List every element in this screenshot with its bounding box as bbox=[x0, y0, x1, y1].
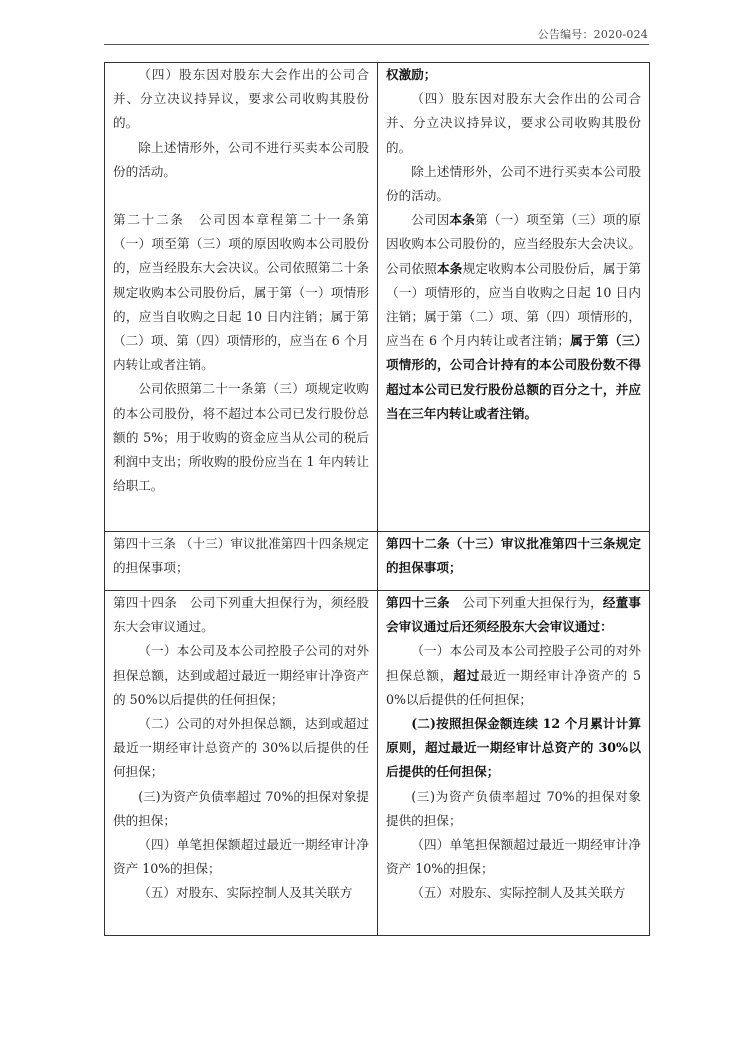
clause-text: 第四十四条 公司下列重大担保行为，须经股东大会审议通过。 bbox=[113, 595, 369, 635]
clause-text: （四）股东因对股东大会作出的公司合并、分立决议持异议，要求公司收购其股份的。 bbox=[113, 67, 369, 131]
clause-text-bold: 本条 bbox=[437, 260, 463, 276]
clause-text: 规定收购本公司股份后，属于第（一）项情形的，应当自收购之日起 10 日内注销；属于第（二）项、第（四）项情形的，应当在 6 个月内转让或者注销； bbox=[386, 260, 642, 349]
clause-text: （四）单笔担保额超过最近一期经审计净资产 10%的担保； bbox=[386, 837, 641, 877]
paragraph-gap bbox=[113, 184, 369, 208]
clause-text-bold: 超过 bbox=[453, 667, 481, 683]
clause-text: 最近一期经审计净资产的 50%以后提供的任何担保； bbox=[386, 667, 642, 707]
header-divider bbox=[104, 44, 649, 45]
clause-text: 除上述情形外，公司不进行买卖本公司股份的活动。 bbox=[386, 163, 641, 204]
clause-text: 公司下列重大担保行为， bbox=[449, 595, 603, 610]
clause-text: 公司因 bbox=[411, 212, 450, 228]
clause-text: （五）对股东、实际控制人及其关联方 bbox=[138, 885, 353, 901]
table-row bbox=[105, 591, 650, 936]
clause-text: 公司依照第二十一条第（三）项规定收购的本公司股份，将不超过本公司已发行股份总额的 5%；用于收购的资金应当从公司的税后利润中支出；所收购的股份应当在 1 年内转让给职工。 bbox=[113, 381, 369, 494]
clause-text-bold: 第四十二条（十三）审议批准第四十三条规定的担保事项； bbox=[386, 536, 641, 576]
comparison-table bbox=[104, 62, 650, 936]
revised-clause-cell bbox=[378, 532, 650, 591]
clause-text-bold: 第四十三条 bbox=[386, 595, 450, 610]
clause-text-bold: 经董事会审议通过后还须经股东大会审议通过： bbox=[386, 595, 642, 635]
clause-paragraph bbox=[386, 591, 641, 639]
table-row bbox=[105, 63, 650, 532]
clause-text: （五）对股东、实际控制人及其关联方 bbox=[411, 885, 626, 901]
clause-paragraph bbox=[386, 208, 641, 426]
clause-text: 除上述情形外，公司不进行买卖本公司股份的活动。 bbox=[113, 139, 369, 179]
table-row bbox=[105, 532, 650, 591]
clause-text-bold: (二)按照担保金额连续 12 个月累计计算原则，超过最近一期经审计总资产的 30%以后提供的任何担保； bbox=[386, 716, 641, 780]
revised-clause-cell bbox=[378, 63, 650, 532]
original-clause-cell bbox=[105, 591, 378, 936]
clause-text: (三)为资产负债率超过 70%的担保对象提供的担保； bbox=[113, 788, 369, 828]
clause-text: (三)为资产负债率超过 70%的担保对象提供的担保； bbox=[386, 788, 641, 828]
notice-number: 公告编号：2020-024 bbox=[537, 28, 648, 41]
clause-text-bold: 属于第（三）项情形的，公司合计持有的本公司股份数不得超过本公司已发行股份总额的百分之十，并应当在三年内转让或者注销。 bbox=[386, 333, 641, 421]
clause-text: （一）本公司及本公司控股子公司的对外担保总额，达到或超过最近一期经审计净资产的 50%以后提供的任何担保； bbox=[113, 643, 369, 707]
original-clause-cell bbox=[105, 532, 378, 591]
clause-text: 第四十三条 （十三）审议批准第四十四条规定的担保事项； bbox=[113, 536, 369, 576]
clause-text: （四）股东因对股东大会作出的公司合并、分立决议持异议，要求公司收购其股份的。 bbox=[386, 91, 641, 155]
clause-text: 第（一）项至第（三）项的原因收购本公司股份的，应当经股东大会决议。公司依照 bbox=[386, 212, 642, 276]
clause-paragraph bbox=[386, 639, 641, 712]
clause-text: （四）单笔担保额超过最近一期经审计净资产 10%的担保； bbox=[113, 837, 369, 877]
clause-text-bold: 权激励； bbox=[386, 67, 437, 82]
clause-text: （二）公司的对外担保总额，达到或超过最近一期经审计总资产的 30%以后提供的任何担保； bbox=[113, 716, 369, 780]
clause-text-bold: 本条 bbox=[449, 212, 476, 228]
revised-clause-cell bbox=[378, 591, 650, 936]
clause-text: 第二十二条 公司因本章程第二十一条第（一）项至第（三）项的原因收购本公司股份的，应当经股东大会决议。公司依照第二十条规定收购本公司股份后，属于第（一）项情形的，应当自收购之日起 10 日内注销；属于第（二）项、第（四）项情形的，应当在 6 个月内转让或者注销。 bbox=[113, 212, 369, 373]
clause-text: （一）本公司及本公司控股子公司的对外担保总额， bbox=[386, 643, 641, 683]
original-clause-cell bbox=[105, 63, 378, 532]
